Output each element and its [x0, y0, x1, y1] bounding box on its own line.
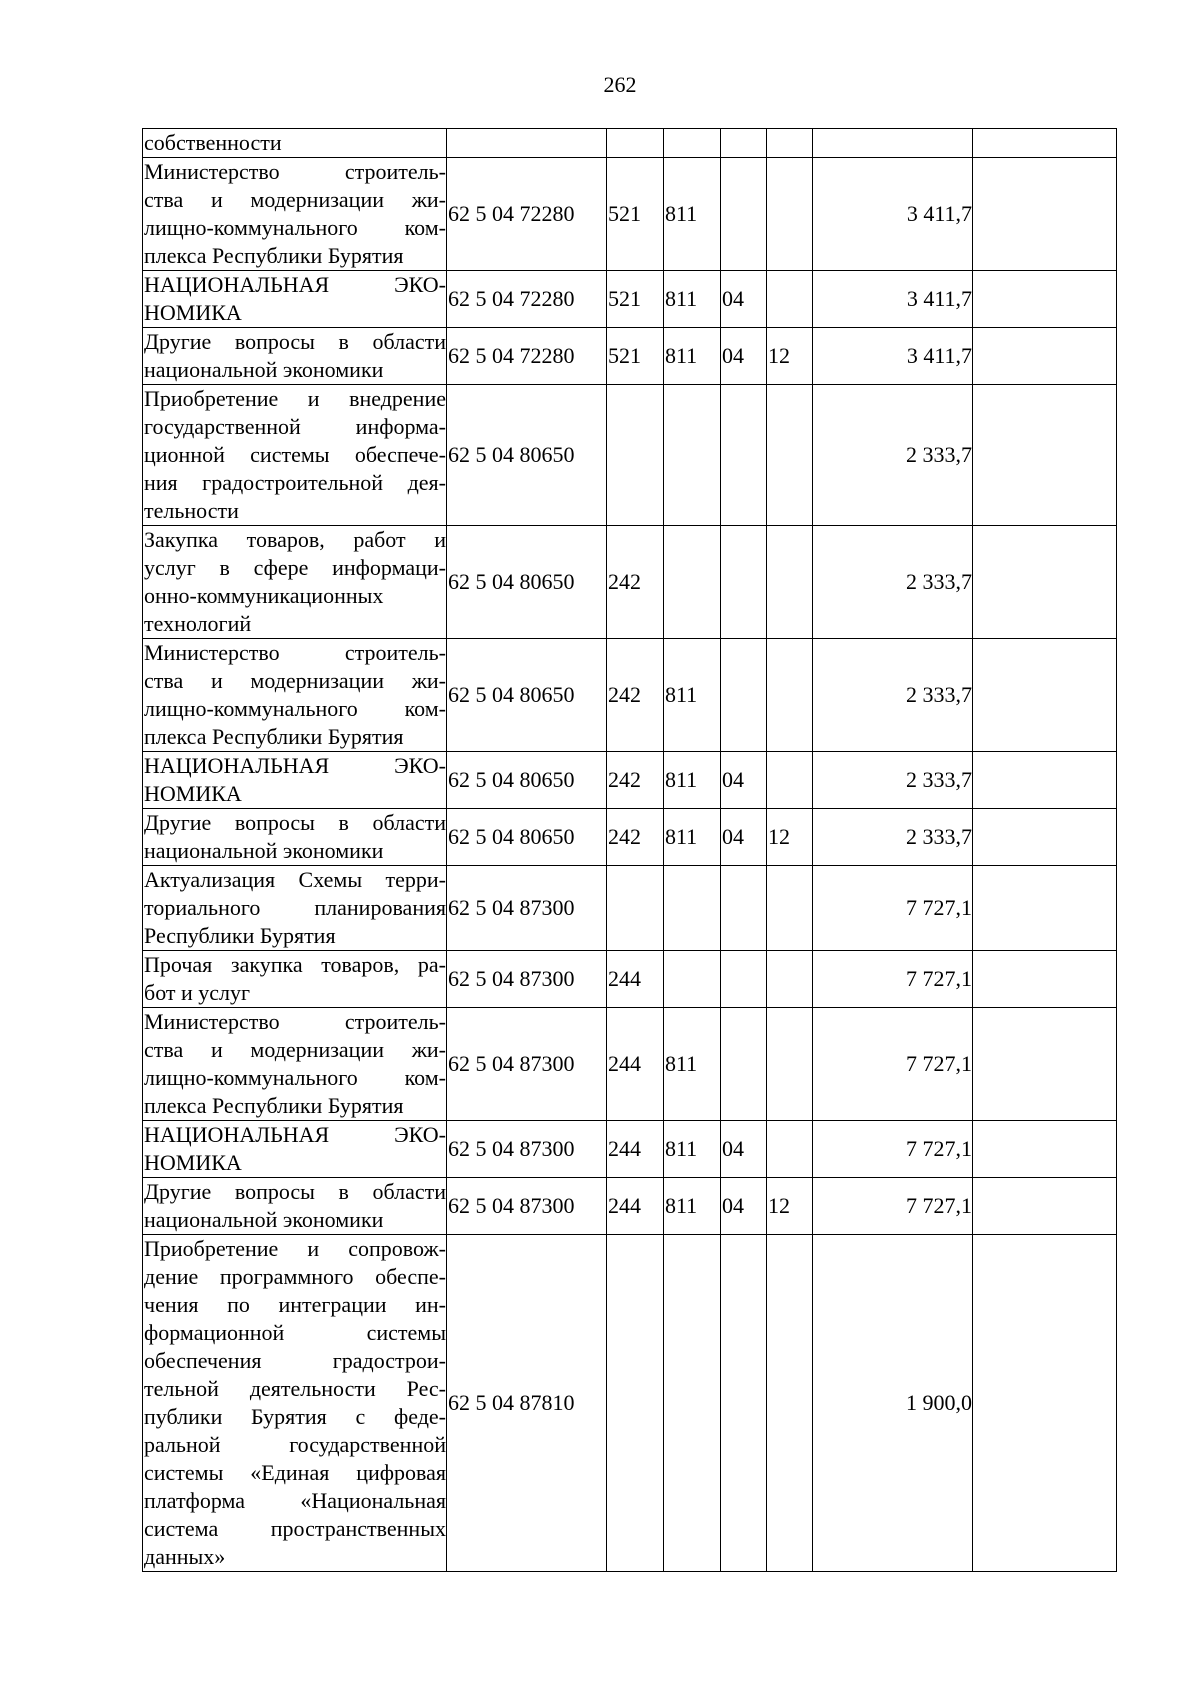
subsection-cell	[767, 951, 813, 1008]
item-name-line: ционной системы обеспече-	[144, 442, 446, 467]
item-name-line: публики Бурятия с феде-	[144, 1404, 446, 1429]
item-name-line: данных»	[144, 1544, 226, 1569]
section-cell	[721, 866, 767, 951]
ministry-code-cell: 811	[664, 328, 721, 385]
item-name-line: формационной системы	[144, 1320, 446, 1345]
extra-cell	[973, 328, 1117, 385]
expense-type-cell	[607, 866, 664, 951]
target-article-code-cell: 62 5 04 80650	[447, 639, 607, 752]
subsection-cell	[767, 271, 813, 328]
extra-cell	[973, 526, 1117, 639]
item-name-line: лищно-коммунального ком-	[144, 215, 446, 240]
section-cell	[721, 1235, 767, 1572]
amount-cell: 2 333,7	[813, 385, 973, 526]
table-row	[143, 1121, 1117, 1178]
expense-type-cell: 242	[607, 526, 664, 639]
item-name-cell	[143, 866, 447, 951]
item-name-cell	[143, 158, 447, 271]
amount-cell: 3 411,7	[813, 158, 973, 271]
amount-cell: 1 900,0	[813, 1235, 973, 1572]
section-cell	[721, 951, 767, 1008]
table-row	[143, 158, 1117, 271]
ministry-code-cell	[664, 385, 721, 526]
target-article-code-cell: 62 5 04 72280	[447, 271, 607, 328]
target-article-code-cell: 62 5 04 87300	[447, 951, 607, 1008]
item-name-line: ства и модернизации жи-	[144, 1037, 446, 1062]
subsection-cell	[767, 866, 813, 951]
section-cell	[721, 639, 767, 752]
extra-cell	[973, 129, 1117, 158]
ministry-code-cell	[664, 1235, 721, 1572]
table-row	[143, 129, 1117, 158]
item-name-cell	[143, 951, 447, 1008]
item-name-line: Приобретение и внедрение	[144, 386, 446, 411]
table-row	[143, 866, 1117, 951]
subsection-cell: 12	[767, 1178, 813, 1235]
item-name-line: платформа «Национальная	[144, 1488, 446, 1513]
expense-type-cell: 244	[607, 1178, 664, 1235]
expense-type-cell	[607, 129, 664, 158]
expense-type-cell: 521	[607, 328, 664, 385]
section-cell	[721, 526, 767, 639]
extra-cell	[973, 1008, 1117, 1121]
item-name-cell	[143, 385, 447, 526]
amount-cell: 7 727,1	[813, 1178, 973, 1235]
item-name-line: Министерство строитель-	[144, 640, 446, 665]
item-name-line: тельной деятельности Рес-	[144, 1376, 446, 1401]
table-row	[143, 809, 1117, 866]
extra-cell	[973, 1121, 1117, 1178]
item-name-line: НОМИКА	[144, 300, 242, 325]
item-name-line: чения по интеграции ин-	[144, 1292, 446, 1317]
section-cell	[721, 1008, 767, 1121]
subsection-cell	[767, 752, 813, 809]
table-row	[143, 328, 1117, 385]
ministry-code-cell: 811	[664, 271, 721, 328]
item-name-line: ства и модернизации жи-	[144, 187, 446, 212]
item-name-line: лищно-коммунального ком-	[144, 1065, 446, 1090]
table-row	[143, 951, 1117, 1008]
amount-cell: 7 727,1	[813, 951, 973, 1008]
item-name-line: услуг в сфере информаци-	[144, 555, 446, 580]
item-name-line: Республики Бурятия	[144, 923, 336, 948]
item-name-cell	[143, 1121, 447, 1178]
item-name-line: плекса Республики Бурятия	[144, 1093, 404, 1118]
section-cell: 04	[721, 1178, 767, 1235]
ministry-code-cell	[664, 526, 721, 639]
target-article-code-cell: 62 5 04 87300	[447, 1121, 607, 1178]
item-name-line: Актуализация Схемы терри-	[144, 867, 446, 892]
ministry-code-cell	[664, 866, 721, 951]
ministry-code-cell: 811	[664, 809, 721, 866]
ministry-code-cell: 811	[664, 1121, 721, 1178]
table-row	[143, 1008, 1117, 1121]
item-name-line: лищно-коммунального ком-	[144, 696, 446, 721]
table-body	[143, 129, 1117, 1572]
section-cell	[721, 385, 767, 526]
table-row	[143, 271, 1117, 328]
page-number: 262	[603, 72, 637, 97]
expense-type-cell: 242	[607, 752, 664, 809]
expense-type-cell: 244	[607, 1121, 664, 1178]
extra-cell	[973, 1178, 1117, 1235]
item-name-line: национальной экономики	[144, 838, 384, 863]
ministry-code-cell	[664, 129, 721, 158]
ministry-code-cell: 811	[664, 752, 721, 809]
item-name-line: ства и модернизации жи-	[144, 668, 446, 693]
extra-cell	[973, 158, 1117, 271]
section-cell	[721, 129, 767, 158]
subsection-cell: 12	[767, 328, 813, 385]
amount-cell: 7 727,1	[813, 1008, 973, 1121]
item-name-line: система пространственных	[144, 1516, 446, 1541]
item-name-line: государственной информа-	[144, 414, 446, 439]
ministry-code-cell	[664, 951, 721, 1008]
table-row	[143, 385, 1117, 526]
table-row	[143, 752, 1117, 809]
section-cell: 04	[721, 1121, 767, 1178]
item-name-line: плекса Республики Бурятия	[144, 724, 404, 749]
item-name-line: бот и услуг	[144, 980, 251, 1005]
budget-table	[142, 128, 1117, 1572]
expense-type-cell	[607, 1235, 664, 1572]
table-row	[143, 639, 1117, 752]
item-name-line: НАЦИОНАЛЬНАЯ ЭКО-	[144, 753, 446, 778]
item-name-cell	[143, 639, 447, 752]
section-cell: 04	[721, 271, 767, 328]
item-name-line: обеспечения градострои-	[144, 1348, 446, 1373]
target-article-code-cell: 62 5 04 87810	[447, 1235, 607, 1572]
subsection-cell	[767, 158, 813, 271]
item-name-cell	[143, 752, 447, 809]
item-name-line: НОМИКА	[144, 781, 242, 806]
item-name-cell	[143, 1008, 447, 1121]
amount-cell: 2 333,7	[813, 809, 973, 866]
subsection-cell	[767, 526, 813, 639]
item-name-cell	[143, 809, 447, 866]
subsection-cell	[767, 1008, 813, 1121]
item-name-line: Другие вопросы в области	[144, 810, 446, 835]
extra-cell	[973, 385, 1117, 526]
subsection-cell	[767, 1121, 813, 1178]
extra-cell	[973, 866, 1117, 951]
expense-type-cell	[607, 385, 664, 526]
extra-cell	[973, 271, 1117, 328]
target-article-code-cell: 62 5 04 80650	[447, 809, 607, 866]
amount-cell: 7 727,1	[813, 866, 973, 951]
item-name-line: Другие вопросы в области	[144, 1179, 446, 1204]
item-name-line: дение программного обеспе-	[144, 1264, 446, 1289]
subsection-cell	[767, 1235, 813, 1572]
target-article-code-cell: 62 5 04 87300	[447, 1008, 607, 1121]
section-cell: 04	[721, 809, 767, 866]
subsection-cell	[767, 639, 813, 752]
table-row	[143, 1235, 1117, 1572]
section-cell: 04	[721, 328, 767, 385]
expense-type-cell: 521	[607, 158, 664, 271]
item-name-line: национальной экономики	[144, 1207, 384, 1232]
expense-type-cell: 521	[607, 271, 664, 328]
amount-cell: 3 411,7	[813, 328, 973, 385]
item-name-line: Прочая закупка товаров, ра-	[144, 952, 446, 977]
item-name-cell	[143, 328, 447, 385]
extra-cell	[973, 809, 1117, 866]
item-name-line: Другие вопросы в области	[144, 329, 446, 354]
table-row	[143, 526, 1117, 639]
section-cell: 04	[721, 752, 767, 809]
subsection-cell	[767, 385, 813, 526]
item-name-line: ральной государственной	[144, 1432, 446, 1457]
ministry-code-cell: 811	[664, 1178, 721, 1235]
item-name-line: Министерство строитель-	[144, 159, 446, 184]
item-name-line: плекса Республики Бурятия	[144, 243, 404, 268]
subsection-cell: 12	[767, 809, 813, 866]
extra-cell	[973, 951, 1117, 1008]
target-article-code-cell: 62 5 04 72280	[447, 328, 607, 385]
item-name-line: ториального планирования	[144, 895, 446, 920]
item-name-line: онно-коммуникационных	[144, 583, 384, 608]
target-article-code-cell: 62 5 04 87300	[447, 866, 607, 951]
item-name-cell	[143, 1235, 447, 1572]
target-article-code-cell: 62 5 04 80650	[447, 752, 607, 809]
amount-cell: 7 727,1	[813, 1121, 973, 1178]
target-article-code-cell: 62 5 04 80650	[447, 385, 607, 526]
amount-cell: 2 333,7	[813, 639, 973, 752]
table-row	[143, 1178, 1117, 1235]
item-name-line: ния градостроительной дея-	[144, 470, 446, 495]
subsection-cell	[767, 129, 813, 158]
item-name-cell	[143, 129, 447, 158]
item-name-line: Министерство строитель-	[144, 1009, 446, 1034]
item-name-line: НАЦИОНАЛЬНАЯ ЭКО-	[144, 1122, 446, 1147]
item-name-line: тельности	[144, 498, 239, 523]
extra-cell	[973, 752, 1117, 809]
target-article-code-cell: 62 5 04 80650	[447, 526, 607, 639]
ministry-code-cell: 811	[664, 158, 721, 271]
expense-type-cell: 242	[607, 639, 664, 752]
target-article-code-cell	[447, 129, 607, 158]
ministry-code-cell: 811	[664, 1008, 721, 1121]
ministry-code-cell: 811	[664, 639, 721, 752]
target-article-code-cell: 62 5 04 72280	[447, 158, 607, 271]
section-cell	[721, 158, 767, 271]
item-name-cell	[143, 271, 447, 328]
item-name-line: собственности	[144, 130, 282, 155]
extra-cell	[973, 639, 1117, 752]
item-name-cell	[143, 526, 447, 639]
item-name-line: системы «Единая цифровая	[144, 1460, 446, 1485]
amount-cell	[813, 129, 973, 158]
expense-type-cell: 244	[607, 951, 664, 1008]
target-article-code-cell: 62 5 04 87300	[447, 1178, 607, 1235]
item-name-line: НАЦИОНАЛЬНАЯ ЭКО-	[144, 272, 446, 297]
item-name-line: национальной экономики	[144, 357, 384, 382]
item-name-cell	[143, 1178, 447, 1235]
expense-type-cell: 244	[607, 1008, 664, 1121]
amount-cell: 2 333,7	[813, 526, 973, 639]
amount-cell: 2 333,7	[813, 752, 973, 809]
item-name-line: Приобретение и сопровож-	[144, 1236, 446, 1261]
extra-cell	[973, 1235, 1117, 1572]
expense-type-cell: 242	[607, 809, 664, 866]
item-name-line: Закупка товаров, работ и	[144, 527, 446, 552]
amount-cell: 3 411,7	[813, 271, 973, 328]
item-name-line: технологий	[144, 611, 252, 636]
item-name-line: НОМИКА	[144, 1150, 242, 1175]
